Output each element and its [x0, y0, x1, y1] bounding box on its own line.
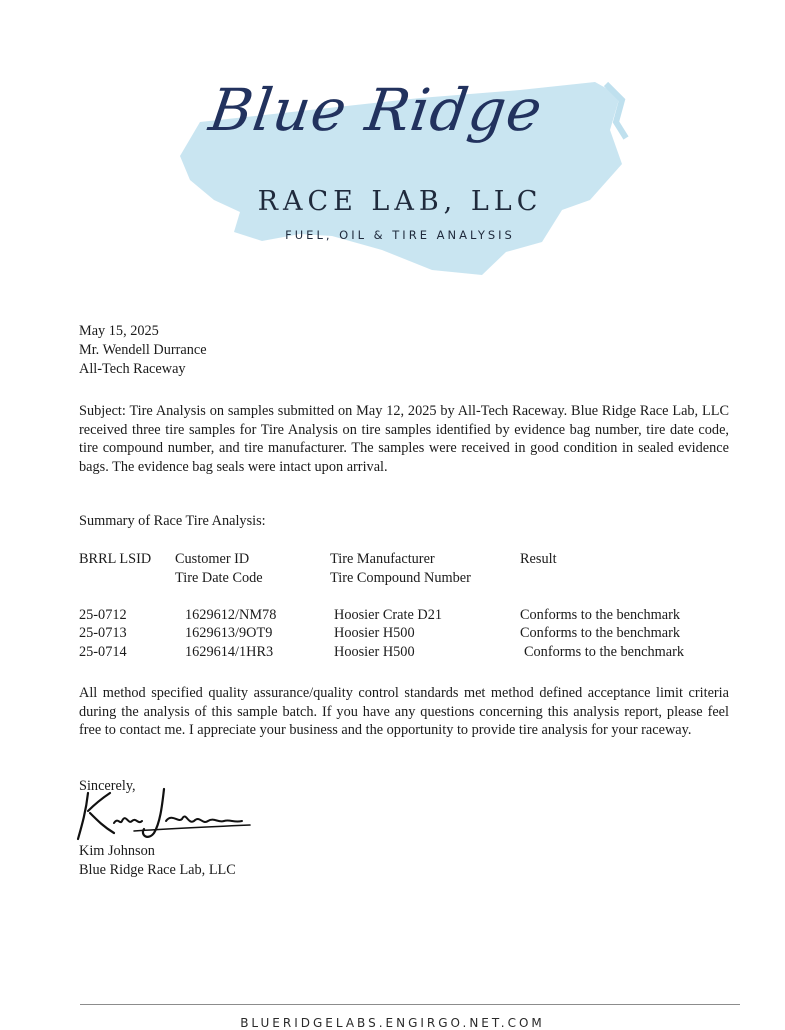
company-tagline: FUEL, OIL & TIRE ANALYSIS: [285, 228, 515, 242]
signer-name: Kim Johnson: [79, 843, 155, 859]
row-customer-id: 1629614/1HR3: [185, 644, 274, 660]
table-row: [79, 625, 739, 643]
closing-salutation: Sincerely,: [79, 778, 136, 794]
row-lsid: 25-0714: [79, 644, 127, 660]
header-manufacturer: Tire Manufacturer: [330, 551, 435, 567]
row-result: Conforms to the benchmark: [520, 625, 681, 641]
table-row: [79, 607, 739, 625]
footer-website: BLUERIDGELABS.ENGIRGO.NET.COM: [240, 1016, 545, 1030]
table-row: [79, 644, 739, 662]
recipient-name: Mr. Wendell Durrance: [79, 342, 207, 358]
header-lsid: BRRL LSID: [79, 551, 152, 567]
header-tire-date-code: Tire Date Code: [175, 570, 263, 586]
summary-heading: Summary of Race Tire Analysis:: [79, 513, 266, 529]
logo-script-name: Blue Ridge: [205, 76, 547, 144]
header-tire-compound: Tire Compound Number: [330, 570, 471, 586]
company-name: RACE LAB, LLC: [257, 186, 543, 217]
closing-paragraph: All method specified quality assurance/quality control standards met method defined acceptance limit criteria during the analysis of this sample batch. If you have any questions concerning this analysis report, please feel free to contact me. I appreciate your business and the opportunity to provide tire analysis for your raceway.: [79, 685, 729, 738]
row-result: Conforms to the benchmark: [524, 644, 685, 660]
row-manufacturer: Hoosier Crate D21: [334, 607, 442, 623]
subject-paragraph: Subject: Tire Analysis on samples submitted on May 12, 2025 by All-Tech Raceway. Blue Ridge Race Lab, LLC received three tire samples for Tire Analysis on tire samples identified by evidence bag number, tire date code, tire compound number, and tire manufacturer. The samples were received in good condition in sealed evidence bags. The evidence bag seals were intact upon arrival.: [79, 403, 729, 475]
table-header-row-2: [79, 570, 739, 588]
signer-org: Blue Ridge Race Lab, LLC: [79, 862, 236, 878]
letter-date: May 15, 2025: [79, 323, 159, 339]
recipient-org: All-Tech Raceway: [79, 361, 186, 377]
header-result: Result: [520, 551, 557, 567]
handwritten-signature: [74, 783, 264, 850]
row-result: Conforms to the benchmark: [520, 607, 681, 623]
row-customer-id: 1629613/9OT9: [185, 625, 273, 641]
row-lsid: 25-0713: [79, 625, 127, 641]
row-customer-id: 1629612/NM78: [185, 607, 277, 623]
row-lsid: 25-0712: [79, 607, 127, 623]
row-manufacturer: Hoosier H500: [334, 644, 415, 660]
table-header-row: [79, 551, 739, 569]
letterhead-logo: [170, 60, 630, 300]
row-manufacturer: Hoosier H500: [334, 625, 415, 641]
header-customer-id: Customer ID: [175, 551, 250, 567]
footer-divider: [80, 1004, 740, 1005]
